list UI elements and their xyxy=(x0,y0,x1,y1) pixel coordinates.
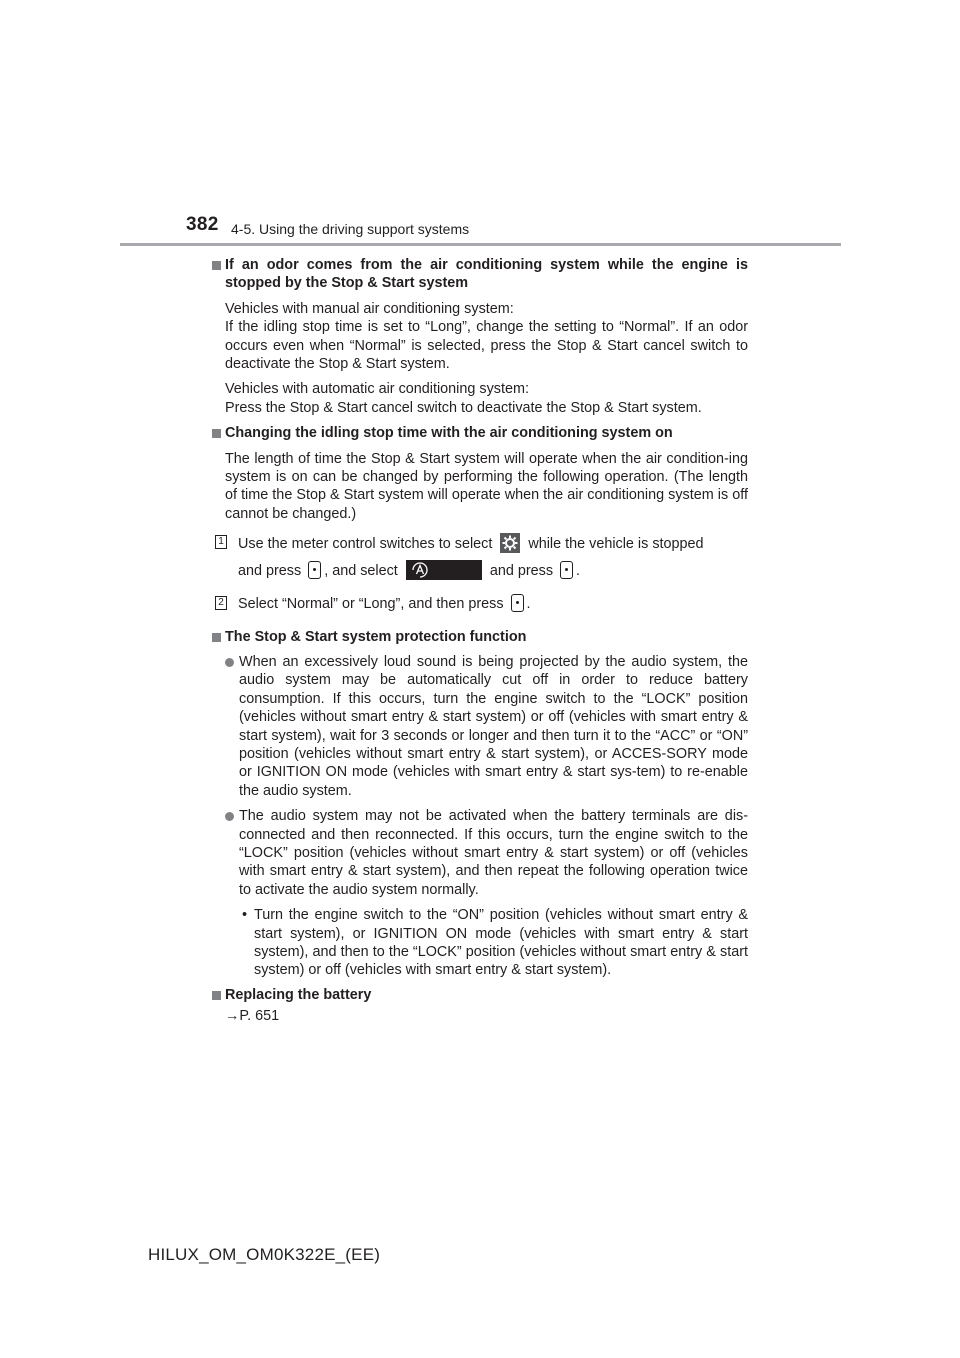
enter-key-icon xyxy=(560,561,573,579)
step-1-text-b: while the vehicle is stopped xyxy=(528,536,704,553)
document-code: HILUX_OM_OM0K322E_(EE) xyxy=(148,1245,381,1264)
stop-start-menu-icon xyxy=(406,560,482,580)
step-number: 1 xyxy=(215,535,227,549)
step-1-text-d: , and select xyxy=(324,562,398,579)
step-2 xyxy=(208,594,748,613)
protection-sub-item: Turn the engine switch to the “ON” position (vehicles without smart entry & start system), or IGNITION ON mode (vehicles with smart entry & start system), and then to the “LOCK” position (vehicles without smart entry & start system) or off (vehicles with smart entry & start system). xyxy=(254,907,748,979)
battery-title: Replacing the battery xyxy=(225,986,372,1003)
list-item xyxy=(208,653,748,800)
protection-bullet-1: When an excessively loud sound is being projected by the audio system, the audio system may be automatically cut off in order to reduce battery consumption. If this occurs, turn the engine switch to the “LOCK” position (vehicles without smart entry & start system) or off (vehicles with smart entry & start system), wait for 3 seconds or longer and then turn it to the “ACC” or “ON” position (vehicles without smart entry & start system), or ACCES-SORY mode or IGNITION ON mode (vehicles with smart entry & start sys-tem) to re-enable the audio system. xyxy=(239,653,748,799)
step-2-end: . xyxy=(526,596,531,613)
sub-list-item xyxy=(208,906,748,980)
step-1 xyxy=(208,533,748,580)
square-bullet-icon xyxy=(212,261,221,270)
idling-heading xyxy=(208,424,748,442)
step-1-text-a: Use the meter control switches to select xyxy=(238,536,493,553)
idling-paragraph xyxy=(208,450,748,524)
odor-auto-label: Vehicles with automatic air conditioning system: xyxy=(225,381,529,398)
odor-auto-paragraph xyxy=(208,380,748,417)
header-rule xyxy=(120,243,841,246)
round-bullet-icon xyxy=(225,812,234,821)
square-bullet-icon xyxy=(212,991,221,1000)
section-title: 4-5. Using the driving support systems xyxy=(231,221,470,237)
step-1-text-e: and press xyxy=(489,562,554,579)
list-item xyxy=(208,807,748,899)
square-bullet-icon xyxy=(212,633,221,642)
page-reference-link[interactable]: P. 651 xyxy=(239,1008,280,1025)
idling-text: The length of time the Stop & Start system will operate when the air condition-ing system is on can be changed by performing the following operation. (The length of time the Stop & Start system will operate when the air conditioning system is off cannot be changed.) xyxy=(225,450,748,522)
battery-heading xyxy=(208,986,748,1004)
page-content xyxy=(208,256,748,1033)
enter-key-icon xyxy=(308,561,321,579)
step-1-text-f: . xyxy=(576,562,581,579)
protection-bullet-2: The audio system may not be activated when the battery terminals are dis-connected and then reconnected. If this occurs, turn the engine switch to the “LOCK” position (vehicles without smart entry & start system) or off (vehicles with smart entry & start system), and then repeat the following operation twice to activate the audio system normally. xyxy=(239,808,748,898)
odor-heading xyxy=(208,256,748,293)
protection-heading xyxy=(208,628,748,646)
enter-key-icon xyxy=(511,594,524,612)
step-1-line-2 xyxy=(238,560,748,580)
odor-title: If an odor comes from the air conditioning system while the engine is stopped by the Stop & Start system xyxy=(225,257,748,292)
odor-manual-text: If the idling stop time is set to “Long”, change the setting to “Normal”. If an odor occurs even when “Normal” is selected, press the Stop & Start cancel switch to deactivate the Stop & Start system. xyxy=(225,319,748,373)
arrow-icon: → xyxy=(225,1008,240,1025)
round-bullet-icon xyxy=(225,658,234,667)
step-2-text: Select “Normal” or “Long”, and then press xyxy=(238,596,504,613)
settings-gear-icon xyxy=(500,533,520,553)
odor-manual-label: Vehicles with manual air conditioning system: xyxy=(225,300,514,317)
idling-title: Changing the idling stop time with the air conditioning system on xyxy=(225,425,673,442)
step-1-text-c: and press xyxy=(238,562,302,579)
odor-auto-text: Press the Stop & Start cancel switch to deactivate the Stop & Start system. xyxy=(225,399,702,416)
battery-reference xyxy=(208,1007,748,1025)
sub-bullet-mark: • xyxy=(242,907,248,924)
square-bullet-icon xyxy=(212,429,221,438)
step-number: 2 xyxy=(215,596,227,610)
odor-manual-paragraph xyxy=(208,300,748,374)
protection-title: The Stop & Start system protection function xyxy=(225,628,527,645)
page-number: 382 xyxy=(186,214,219,235)
